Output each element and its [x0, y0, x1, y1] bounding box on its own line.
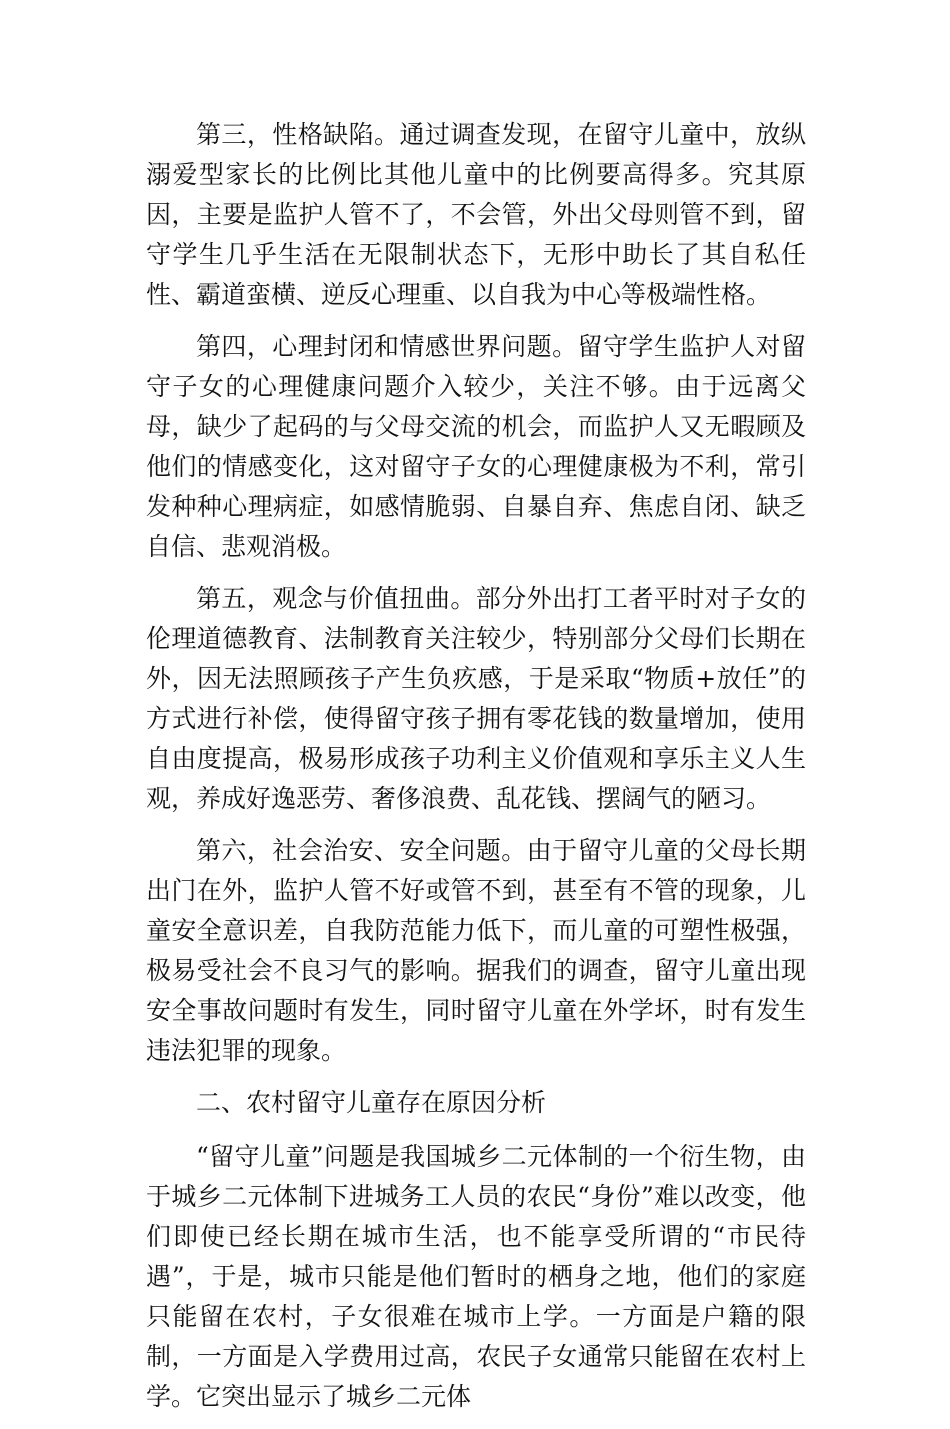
paragraph-urban-rural-dual-system: “留守儿童”问题是我国城乡二元体制的一个衍生物，由于城乡二元体制下进城务工人员的农民“身份”难以改变，他们即使已经长期在城市生活，也不能享受所谓的“市民待遇”，于是，城市只能是他们暂时的栖身之地，他们的家庭只能留在农村，子女很难在城市上学。一方面是户籍的限制，一方面是入学费用过高，农民子女通常只能留在农村上学。它突出显示了城乡二元体: [146, 1142, 806, 1411]
paragraph-personality-defects: 第三，性格缺陷。通过调查发现，在留守儿童中，放纵溺爱型家长的比例比其他儿童中的比例要高得多。究其原因，主要是监护人管不了，不会管，外出父母则管不到，留守学生几乎生活在无限制状态下，无形中助长了其自私任性、霸道蛮横、逆反心理重、以自我为中心等极端性格。: [146, 120, 806, 309]
section-heading-cause-analysis: 二、农村留守儿童存在原因分析: [196, 1088, 547, 1117]
paragraph-values-distortion: 第五，观念与价值扭曲。部分外出打工者平时对子女的伦理道德教育、法制教育关注较少，特别部分父母们长期在外，因无法照顾孩子产生负疚感，于是采取“物质+放任”的方式进行补偿，使得留守孩子拥有零花钱的数量增加，使用自由度提高，极易形成孩子功利主义价值观和享乐主义人生观，养成好逸恶劳、奢侈浪费、乱花钱、摆阔气的陋习。: [146, 584, 806, 813]
paragraph-psychological-isolation: 第四，心理封闭和情感世界问题。留守学生监护人对留守子女的心理健康问题介入较少，关注不够。由于远离父母，缺少了起码的与父母交流的机会，而监护人又无暇顾及他们的情感变化，这对留守子女的心理健康极为不利，常引发种种心理病症，如感情脆弱、自暴自弃、焦虑自闭、缺乏自信、悲观消极。: [146, 332, 806, 561]
document-page: [146, 115, 806, 1429]
paragraph-safety-issues: 第六，社会治安、安全问题。由于留守儿童的父母长期出门在外，监护人管不好或管不到，甚至有不管的现象，儿童安全意识差，自我防范能力低下，而儿童的可塑性极强，极易受社会不良习气的影响。据我们的调查，留守儿童出现安全事故问题时有发生，同时留守儿童在外学坏，时有发生违法犯罪的现象。: [146, 836, 806, 1065]
